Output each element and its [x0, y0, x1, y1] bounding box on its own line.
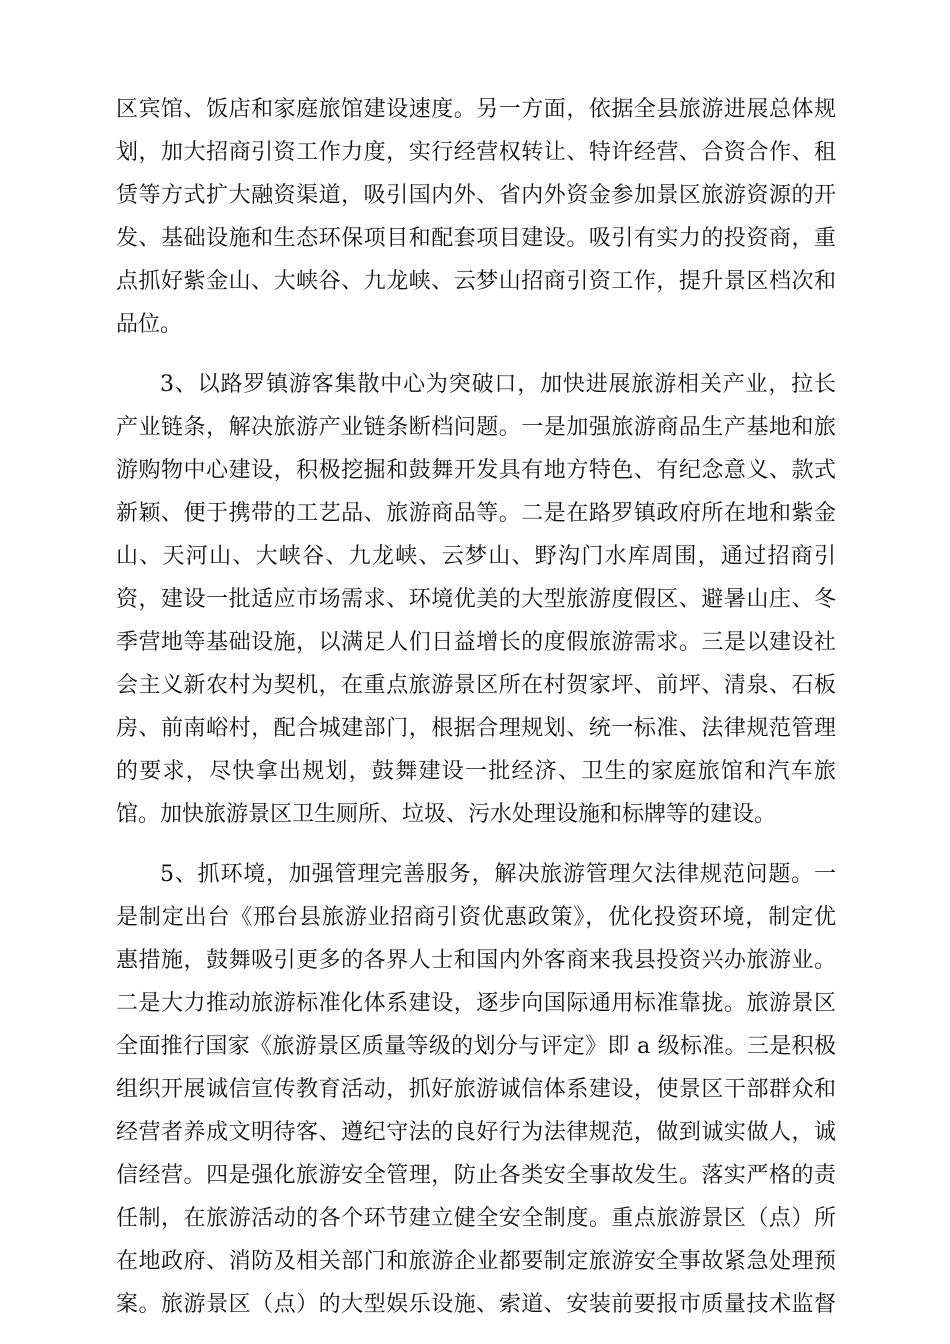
text-line: 游购物中心建设，积极挖掘和鼓舞开发具有地方特色、有纪念意义、款式 — [116, 458, 836, 483]
text-line: 惠措施，鼓舞吸引更多的各界人士和国内外客商来我县投资兴办旅游业。 — [116, 948, 836, 973]
text-line: 资，建设一批适应市场需求、环境优美的大型旅游度假区、避暑山庄、冬 — [116, 587, 836, 612]
text-line: 3、以路罗镇游客集散中心为突破口，加快进展旅游相关产业，拉长 — [160, 372, 836, 397]
text-line: 二是大力推动旅游标准化体系建设，逐步向国际通用标准靠拢。旅游景区 — [116, 991, 836, 1016]
text-line: 的要求，尽快拿出规划，鼓舞建设一批经济、卫生的家庭旅馆和汽车旅 — [116, 759, 836, 784]
text-line: 组织开展诚信宣传教育活动，抓好旅游诚信体系建设，使景区干部群众和 — [116, 1077, 836, 1102]
text-line: 信经营。四是强化旅游安全管理，防止各类安全事故发生。落实严格的责 — [116, 1163, 836, 1188]
text-line: 区宾馆、饭店和家庭旅馆建设速度。另一方面，依据全县旅游进展总体规 — [116, 97, 836, 122]
text-line: 发、基础设施和生态环保项目和配套项目建设。吸引有实力的投资商，重 — [116, 226, 836, 251]
text-line: 馆。加快旅游景区卫生厕所、垃圾、污水处理设施和标牌等的建设。 — [116, 802, 777, 827]
text-line: 山、天河山、大峡谷、九龙峡、云梦山、野沟门水库周围，通过招商引 — [116, 544, 836, 569]
text-line: 案。旅游景区（点）的大型娱乐设施、索道、安装前要报市质量技术监督 — [116, 1292, 836, 1317]
text-line: 品位。 — [116, 312, 183, 337]
text-line: 产业链条，解决旅游产业链条断档问题。一是加强旅游商品生产基地和旅 — [116, 415, 836, 440]
text-line: 季营地等基础设施，以满足人们日益增长的度假旅游需求。三是以建设社 — [116, 630, 836, 655]
text-line: 划，加大招商引资工作力度，实行经营权转让、特许经营、合资合作、租 — [116, 140, 836, 165]
text-line: 5、抓环境，加强管理完善服务，解决旅游管理欠法律规范问题。一 — [160, 862, 836, 887]
text-line: 全面推行国家《旅游景区质量等级的划分与评定》即 a 级标准。三是积极 — [116, 1034, 836, 1059]
text-line: 会主义新农村为契机，在重点旅游景区所在村贺家坪、前坪、清泉、石板 — [116, 673, 836, 698]
text-line: 在地政府、消防及相关部门和旅游企业都要制定旅游安全事故紧急处理预 — [116, 1249, 836, 1274]
text-line: 赁等方式扩大融资渠道，吸引国内外、省内外资金参加景区旅游资源的开 — [116, 183, 836, 208]
text-line: 点抓好紫金山、大峡谷、九龙峡、云梦山招商引资工作，提升景区档次和 — [116, 269, 836, 294]
text-line: 任制，在旅游活动的各个环节建立健全安全制度。重点旅游景区（点）所 — [116, 1206, 836, 1231]
text-line: 是制定出台《邢台县旅游业招商引资优惠政策》，优化投资环境，制定优 — [116, 905, 836, 930]
text-line: 新颖、便于携带的工艺品、旅游商品等。二是在路罗镇政府所在地和紫金 — [116, 501, 836, 526]
text-line: 房、前南峪村，配合城建部门，根据合理规划、统一标准、法律规范管理 — [116, 716, 836, 741]
text-line: 经营者养成文明待客、遵纪守法的良好行为法律规范，做到诚实做人，诚 — [116, 1120, 836, 1145]
